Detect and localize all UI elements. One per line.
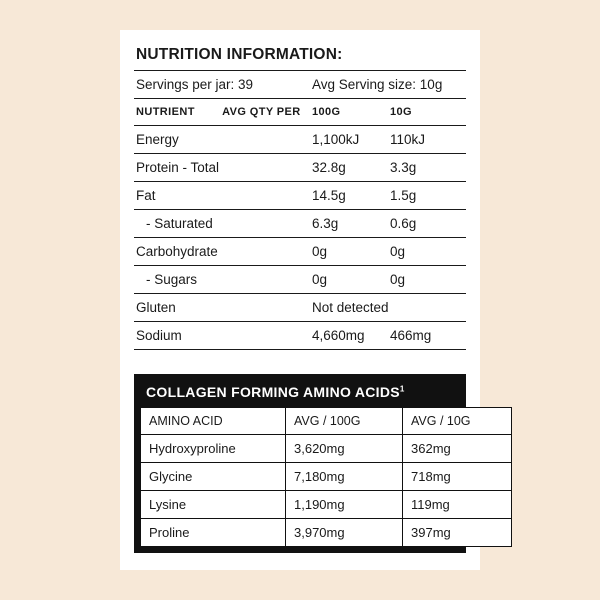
nutrient-value-100g: 4,660mg <box>310 322 388 350</box>
nutrient-value-100g: 0g <box>310 238 388 266</box>
header-amino-acid: AMINO ACID <box>141 408 286 435</box>
nutrition-panel <box>120 30 480 570</box>
nutrient-value-10g: 466mg <box>388 322 466 350</box>
amino-value-10g: 397mg <box>403 519 512 547</box>
amino-value-100g: 3,970mg <box>286 519 403 547</box>
nutrient-name: Carbohydrate <box>134 238 310 266</box>
nutrition-header-row <box>134 99 466 126</box>
nutrient-name: - Saturated <box>134 210 310 238</box>
nutrient-name: Fat <box>134 182 310 210</box>
panel-inner <box>134 40 471 553</box>
amino-value-10g: 119mg <box>403 491 512 519</box>
table-row <box>134 126 466 154</box>
nutrient-value-10g: 0.6g <box>388 210 466 238</box>
nutrient-name: Sodium <box>134 322 310 350</box>
amino-acids-title <box>140 380 460 407</box>
nutrient-name: Protein - Total <box>134 154 310 182</box>
nutrient-value-100g: 32.8g <box>310 154 388 182</box>
amino-acid-name: Hydroxyproline <box>141 435 286 463</box>
amino-value-100g: 1,190mg <box>286 491 403 519</box>
table-row <box>134 266 466 294</box>
nutrient-value-10g: 3.3g <box>388 154 466 182</box>
nutrient-value-100g: 14.5g <box>310 182 388 210</box>
nutrient-name: Gluten <box>134 294 310 322</box>
amino-acid-name: Glycine <box>141 463 286 491</box>
amino-acids-title-footnote: 1 <box>399 384 405 394</box>
nutrient-value-10g: 1.5g <box>388 182 466 210</box>
amino-value-100g: 3,620mg <box>286 435 403 463</box>
table-row <box>141 519 512 547</box>
nutrient-value-100g: 0g <box>310 266 388 294</box>
header-nutrient <box>134 99 310 126</box>
amino-acid-name: Proline <box>141 519 286 547</box>
nutrient-value-100g: 1,100kJ <box>310 126 388 154</box>
nutrient-value-100g: 6.3g <box>310 210 388 238</box>
amino-header-row <box>141 408 512 435</box>
table-row <box>141 491 512 519</box>
header-10g: 10G <box>388 99 466 126</box>
table-row <box>134 238 466 266</box>
table-row <box>134 322 466 350</box>
nutrient-value-10g: 0g <box>388 238 466 266</box>
nutrient-name: - Sugars <box>134 266 310 294</box>
header-nutrient-label: NUTRIENT <box>136 106 195 118</box>
nutrient-value-100g: Not detected <box>310 294 466 322</box>
header-avg-qty-per-label: AVG QTY PER <box>222 106 301 118</box>
nutrient-value-10g: 110kJ <box>388 126 466 154</box>
amino-acid-name: Lysine <box>141 491 286 519</box>
header-100g: 100G <box>310 99 388 126</box>
table-row <box>134 154 466 182</box>
amino-value-10g: 718mg <box>403 463 512 491</box>
header-avg-10g: AVG / 10G <box>403 408 512 435</box>
table-row <box>134 294 466 322</box>
amino-value-100g: 7,180mg <box>286 463 403 491</box>
servings-row <box>134 71 466 99</box>
nutrient-value-10g: 0g <box>388 266 466 294</box>
table-row <box>141 463 512 491</box>
table-row <box>134 210 466 238</box>
amino-value-10g: 362mg <box>403 435 512 463</box>
amino-acids-block <box>134 374 471 553</box>
nutrient-name: Energy <box>134 126 310 154</box>
header-avg-100g: AVG / 100G <box>286 408 403 435</box>
table-row <box>134 182 466 210</box>
amino-acids-table <box>140 407 512 547</box>
serving-size: Avg Serving size: 10g <box>310 71 466 99</box>
page-title: NUTRITION INFORMATION: <box>136 46 343 63</box>
servings-per-jar: Servings per jar: 39 <box>134 71 310 99</box>
amino-acids-title-label: COLLAGEN FORMING AMINO ACIDS <box>146 384 400 400</box>
nutrition-table <box>134 70 466 350</box>
table-row <box>141 435 512 463</box>
